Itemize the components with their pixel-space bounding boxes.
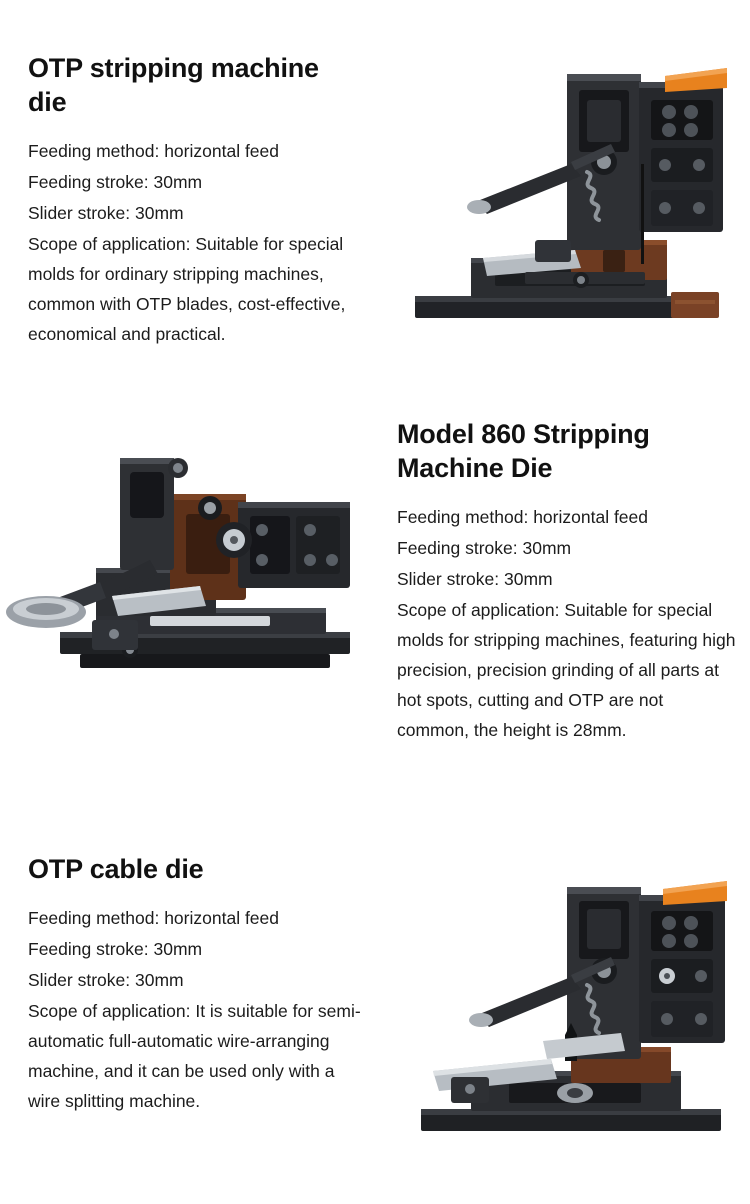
spec-feeding-method: Feeding method: horizontal feed: [28, 907, 279, 928]
spec-slider-stroke: Slider stroke: 30mm: [28, 969, 184, 990]
page-title: Model 860 Stripping Machine Die: [397, 419, 650, 483]
spec-feeding-method: Feeding method: horizontal feed: [397, 506, 648, 527]
machine-illustration-1: [375, 44, 750, 354]
product-image-column: [0, 410, 375, 745]
spec-list: [397, 502, 736, 594]
spec-scope-of-application: Scope of application: It is suitable for semi-automatic full-automatic wire-arranging machine, and it can be used only with a wire splitting machine.: [28, 1001, 361, 1112]
machine-illustration-3: [375, 845, 750, 1155]
product-section-model-860-stripping-machine-die: [0, 410, 750, 745]
spec-feeding-stroke: Feeding stroke: 30mm: [397, 537, 572, 558]
product-text-column: [375, 410, 750, 745]
spec-feeding-stroke: Feeding stroke: 30mm: [28, 171, 203, 192]
spec-list: [28, 136, 361, 228]
product-section-otp-cable-die: [0, 845, 750, 1155]
product-image-column: [375, 44, 750, 354]
spec-scope-of-application: Scope of application: Suitable for special molds for stripping machines, featuring high precision, precision grinding of all parts at hot spots, cutting and OTP are not common, the height is 28mm.: [397, 599, 736, 741]
spec-slider-stroke: Slider stroke: 30mm: [28, 202, 184, 223]
otp-stripping-machine-die-photo: [375, 44, 750, 354]
spec-feeding-stroke: Feeding stroke: 30mm: [28, 938, 203, 959]
spec-list: [28, 903, 361, 995]
product-section-otp-stripping-machine-die: [0, 44, 750, 354]
spec-feeding-method: Feeding method: horizontal feed: [28, 140, 279, 161]
product-text-column: [0, 44, 375, 354]
product-image-column: [375, 845, 750, 1155]
otp-cable-die-photo: [375, 845, 750, 1155]
page-title: OTP stripping machine die: [28, 53, 319, 117]
model-860-stripping-machine-die-photo: [0, 410, 375, 720]
spec-scope-of-application: Scope of application: Suitable for special molds for ordinary stripping machines, common with OTP blades, cost-effective, economical and practical.: [28, 233, 346, 345]
product-text-column: [0, 845, 375, 1155]
spec-slider-stroke: Slider stroke: 30mm: [397, 568, 553, 589]
page-title: OTP cable die: [28, 854, 204, 884]
machine-illustration-2: [0, 410, 375, 720]
